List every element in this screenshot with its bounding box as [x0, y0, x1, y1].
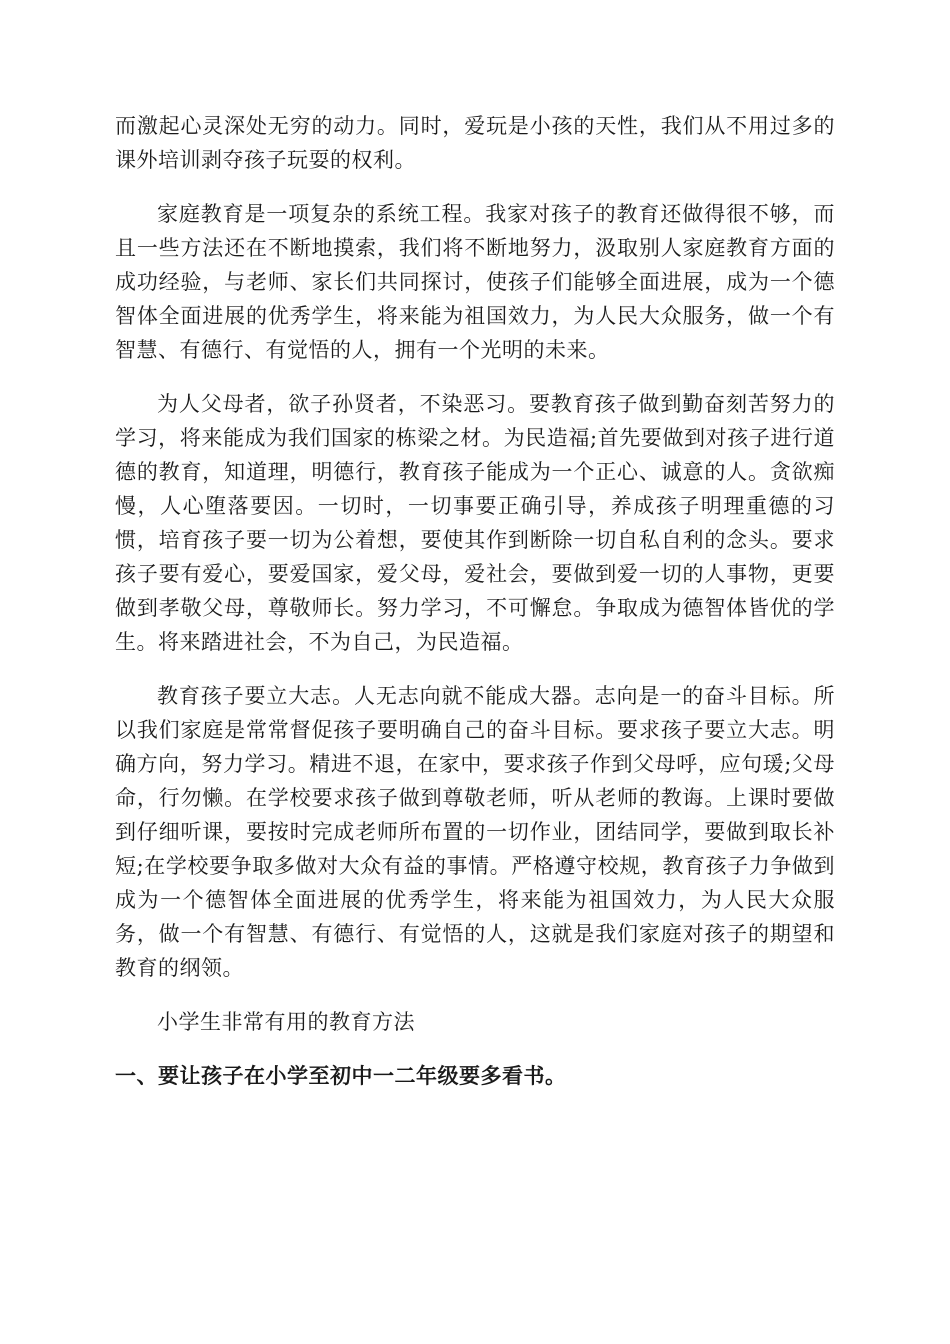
document-body [115, 109, 835, 1093]
paragraph-continuation: 而激起心灵深处无穷的动力。同时，爱玩是小孩的天性，我们从不用过多的课外培训剥夺孩子玩耍的权利。 [115, 114, 835, 172]
section-subtitle: 小学生非常有用的教育方法 [157, 1010, 415, 1034]
paragraph-parents: 为人父母者，欲子孙贤者，不染恶习。要教育孩子做到勤奋刻苦努力的学习，将来能成为我们国家的栋梁之材。为民造福;首先要做到对孩子进行道德的教育，知道理，明德行，教育孩子能成为一个正心、诚意的人。贪欲痴慢，人心堕落要因。一切时，一切事要正确引导，养成孩子明理重德的习惯，培育孩子要一切为公着想，要使其作到断除一切自私自利的念头。要求孩子要有爱心，要爱国家，爱父母，爱社会，要做到爱一切的人事物，更要做到孝敬父母，尊敬师长。努力学习，不可懈怠。争取成为德智体皆优的学生。将来踏进社会，不为自己，为民造福。 [115, 392, 835, 654]
section-heading: 一、要让孩子在小学至初中一二年级要多看书。 [115, 1063, 567, 1088]
paragraph-ambition: 教育孩子要立大志。人无志向就不能成大器。志向是一的奋斗目标。所以我们家庭是常常督促孩子要明确自己的奋斗目标。要求孩子要立大志。明确方向，努力学习。精进不退，在家中，要求孩子作到父母呼，应句瑗;父母命，行勿懒。在学校要求孩子做到尊敬老师，听从老师的教诲。上课时要做到仔细听课，要按时完成老师所布置的一切作业，团结同学，要做到取长补短;在学校要争取多做对大众有益的事情。严格遵守校规，教育孩子力争做到成为一个德智体全面进展的优秀学生，将来能为祖国效力，为人民大众服务，做一个有智慧、有德行、有觉悟的人，这就是我们家庭对孩子的期望和教育的纲领。 [115, 684, 835, 980]
paragraph-family-education: 家庭教育是一项复杂的系统工程。我家对孩子的教育还做得很不够，而且一些方法还在不断地摸索，我们将不断地努力，汲取别人家庭教育方面的成功经验，与老师、家长们共同探讨，使孩子们能够全面进展，成为一个德智体全面进展的优秀学生，将来能为祖国效力，为人民大众服务，做一个有智慧、有德行、有觉悟的人，拥有一个光明的未来。 [115, 202, 835, 362]
